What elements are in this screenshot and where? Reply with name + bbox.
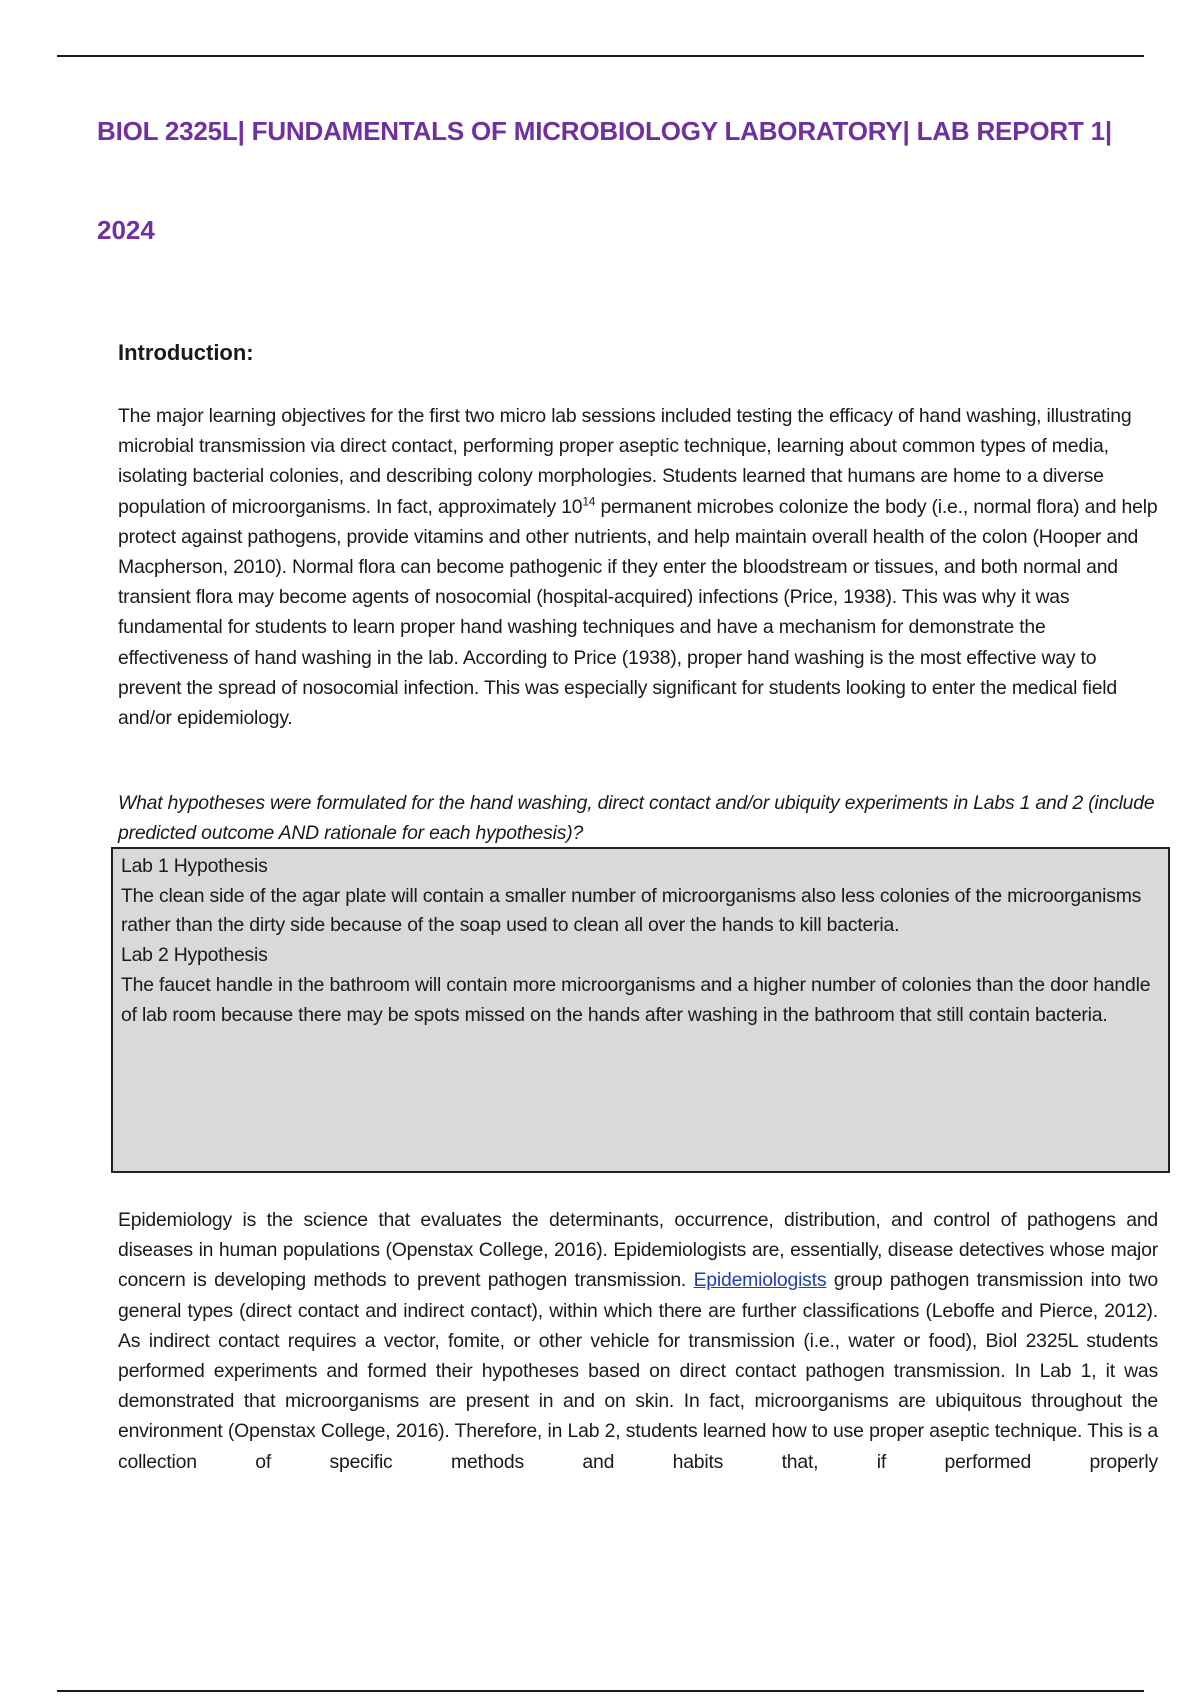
hypothesis-question: What hypotheses were formulated for the hand washing, direct contact and/or ubiquity experiments in Labs 1 and 2 (include predicted outcome AND rationale for each hypothesis)? xyxy=(118,792,1155,844)
hypothesis-answer-box[interactable] xyxy=(111,847,1170,1173)
exponent: 14 xyxy=(582,494,596,509)
epidemiology-text-part1: Epidemiology is the science that evaluates the determinants, occurrence, distribution, and control of pathogens and diseases in human populations (Openstax College, 2016). Epidemiologists are, essentially, disease detectives whose major concern is developing methods to prevent pathogen transmission. xyxy=(118,1209,1158,1292)
top-rule xyxy=(57,55,1144,57)
bottom-rule xyxy=(57,1690,1144,1692)
document-year: 2024 xyxy=(97,215,155,245)
lab2-hypothesis-label: Lab 2 Hypothesis xyxy=(121,944,268,967)
intro-text-part1: The major learning objectives for the first two micro lab sessions included testing the efficacy of hand washing, illustrating microbial transmission via direct contact, performing proper aseptic technique, learning about common types of media, isolating bacterial colonies, and describing colony morphologies. Students learned that humans are home to a diverse population of microorganisms. In fact, approximately xyxy=(118,405,1132,518)
document-title: BIOL 2325L| FUNDAMENTALS OF MICROBIOLOGY LABORATORY| LAB REPORT 1| xyxy=(97,116,1112,146)
lab1-hypothesis-label: Lab 1 Hypothesis xyxy=(121,855,268,877)
epidemiologists-link[interactable]: Epidemiologists xyxy=(693,1269,827,1292)
introduction-heading: Introduction: xyxy=(118,340,254,365)
introduction-paragraph xyxy=(118,401,1158,733)
epidemiology-paragraph xyxy=(118,1205,1158,1477)
epidemiology-text-part2: group pathogen transmission into two general types (direct contact and indirect contact), within which there are further classifications (Leboffe and Pierce, 2012). As indirect contact requires a vector, fomite, or other vehicle for transmission (i.e., water or food), Biol 2325L students performed experiments and formed their hypotheses based on direct contact pathogen transmission. In Lab 1, it was demonstrated that microorganisms are present in and on skin. In fact, microorganisms are ubiquitous throughout the environment (Openstax College, 2016). Therefore, in Lab 2, students learned how to use proper aseptic technique. This is a collection of specific methods and habits that, if performed properly xyxy=(118,1269,1159,1473)
intro-text-part2: permanent microbes colonize the body (i.e., normal flora) and help protect against pathogens, provide vitamins and other nutrients, and help maintain overall health of the colon (Hooper and Macpherson, 2010). Normal flora can become pathogenic if they enter the bloodstream or tissues, and both normal and transient flora may become agents of nosocomial (hospital-acquired) infections (Price, 1938). This was why it was fundamental for students to learn proper hand washing techniques and have a mechanism for demonstrate the effectiveness of hand washing in the lab. According to Price (1938), proper hand washing is the most effective way to prevent the spread of nosocomial infection. This was especially significant for students looking to enter the medical field and/or epidemiology. xyxy=(118,495,1158,730)
exponent-base: 10 xyxy=(561,495,583,518)
lab2-hypothesis-text: The faucet handle in the bathroom will contain more microorganisms and a higher number of colonies than the door handle of lab room because there may be spots missed on the hands after washing in the bathroom that still contain bacteria. xyxy=(121,973,1151,1026)
lab1-hypothesis-text: The clean side of the agar plate will contain a smaller number of microorganisms also less colonies of the microorganisms rather than the dirty side because of the soap used to clean all over the hands to kill bacteria. xyxy=(121,884,1142,937)
